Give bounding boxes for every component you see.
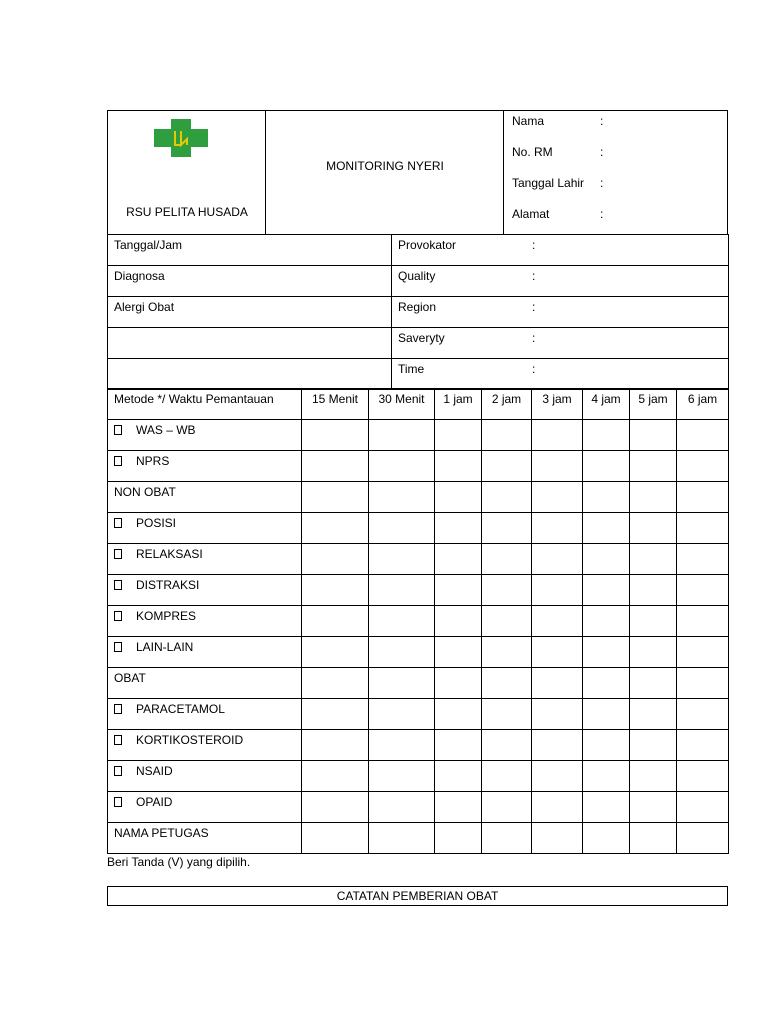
checkbox-icon[interactable] xyxy=(114,580,122,590)
monitoring-entry-cell[interactable] xyxy=(302,699,369,730)
time-column-header: 4 jam xyxy=(583,389,630,420)
monitoring-entry-cell[interactable] xyxy=(302,730,369,761)
monitoring-entry-cell[interactable] xyxy=(630,513,677,544)
monitoring-entry-cell[interactable] xyxy=(583,730,630,761)
monitoring-entry-cell[interactable] xyxy=(630,482,677,513)
method-cell[interactable] xyxy=(108,544,302,575)
method-cell[interactable] xyxy=(108,513,302,544)
assessment-colon: : xyxy=(532,300,536,314)
monitoring-entry-cell[interactable] xyxy=(630,761,677,792)
monitoring-entry-cell[interactable] xyxy=(677,668,729,699)
info-row xyxy=(108,266,729,297)
field-colon: : xyxy=(600,114,604,128)
address-field[interactable] xyxy=(512,207,603,221)
monitoring-entry-cell[interactable] xyxy=(435,420,482,451)
info-right-cell[interactable] xyxy=(392,297,729,328)
method-cell[interactable] xyxy=(108,451,302,482)
method-cell[interactable] xyxy=(108,761,302,792)
monitoring-entry-cell[interactable] xyxy=(677,513,729,544)
monitoring-entry-cell[interactable] xyxy=(677,823,729,854)
assessment-label: Quality xyxy=(398,269,436,283)
info-left-cell[interactable]: Alergi Obat xyxy=(108,297,392,328)
pain-info-table xyxy=(107,234,729,390)
monitoring-entry-cell[interactable] xyxy=(532,792,583,823)
info-left-cell[interactable] xyxy=(108,328,392,359)
method-label: RELAKSASI xyxy=(136,547,203,561)
monitoring-entry-cell[interactable] xyxy=(583,761,630,792)
monitoring-entry-cell[interactable] xyxy=(435,544,482,575)
monitoring-entry-cell[interactable] xyxy=(630,451,677,482)
monitoring-entry-cell[interactable] xyxy=(677,575,729,606)
monitoring-entry-cell[interactable] xyxy=(369,637,435,668)
monitoring-entry-cell[interactable] xyxy=(677,730,729,761)
checkbox-icon[interactable] xyxy=(114,642,122,652)
monitoring-row xyxy=(108,575,729,606)
monitoring-entry-cell[interactable] xyxy=(302,792,369,823)
assessment-colon: : xyxy=(532,331,536,345)
monitoring-entry-cell[interactable] xyxy=(677,420,729,451)
monitoring-entry-cell[interactable] xyxy=(583,513,630,544)
assessment-label: Region xyxy=(398,300,437,314)
instruction-note: Beri Tanda (V) yang dipilih. xyxy=(107,855,251,869)
info-right-cell[interactable] xyxy=(392,359,729,390)
monitoring-entry-cell[interactable] xyxy=(583,792,630,823)
monitoring-entry-cell[interactable] xyxy=(630,420,677,451)
info-row xyxy=(108,297,729,328)
hospital-logo-icon xyxy=(154,119,208,157)
monitoring-entry-cell[interactable] xyxy=(302,637,369,668)
monitoring-entry-cell[interactable] xyxy=(630,637,677,668)
assessment-label: Provokator xyxy=(398,238,457,252)
monitoring-entry-cell[interactable] xyxy=(630,668,677,699)
monitoring-entry-cell[interactable] xyxy=(369,699,435,730)
monitoring-entry-cell[interactable] xyxy=(532,823,583,854)
monitoring-entry-cell[interactable] xyxy=(482,637,532,668)
method-cell[interactable] xyxy=(108,606,302,637)
method-cell xyxy=(108,823,302,854)
monitoring-entry-cell[interactable] xyxy=(630,575,677,606)
monitoring-entry-cell[interactable] xyxy=(435,575,482,606)
monitoring-table xyxy=(107,388,729,854)
info-row xyxy=(108,359,729,390)
monitoring-entry-cell[interactable] xyxy=(630,792,677,823)
monitoring-entry-cell[interactable] xyxy=(369,668,435,699)
monitoring-entry-cell[interactable] xyxy=(677,792,729,823)
monitoring-entry-cell[interactable] xyxy=(482,699,532,730)
monitoring-entry-cell[interactable] xyxy=(482,668,532,699)
monitoring-entry-cell[interactable] xyxy=(302,575,369,606)
monitoring-entry-cell[interactable] xyxy=(532,451,583,482)
monitoring-row xyxy=(108,513,729,544)
monitoring-entry-cell[interactable] xyxy=(302,668,369,699)
monitoring-entry-cell[interactable] xyxy=(583,637,630,668)
monitoring-row xyxy=(108,792,729,823)
monitoring-entry-cell[interactable] xyxy=(482,730,532,761)
monitoring-row xyxy=(108,668,729,699)
info-right-cell[interactable] xyxy=(392,235,729,266)
method-cell[interactable] xyxy=(108,420,302,451)
monitoring-entry-cell[interactable] xyxy=(435,699,482,730)
monitoring-entry-cell[interactable] xyxy=(435,823,482,854)
monitoring-entry-cell[interactable] xyxy=(435,761,482,792)
medical-record-field[interactable] xyxy=(512,145,603,159)
monitoring-row xyxy=(108,544,729,575)
monitoring-row xyxy=(108,699,729,730)
time-column-header: 2 jam xyxy=(482,389,532,420)
time-column-header: 6 jam xyxy=(677,389,729,420)
method-label: PARACETAMOL xyxy=(136,702,225,716)
monitoring-entry-cell[interactable] xyxy=(630,544,677,575)
method-label: LAIN-LAIN xyxy=(136,640,194,654)
monitoring-entry-cell[interactable] xyxy=(630,606,677,637)
method-label: NSAID xyxy=(136,764,173,778)
assessment-colon: : xyxy=(532,269,536,283)
monitoring-entry-cell[interactable] xyxy=(532,575,583,606)
title-cell xyxy=(266,111,504,234)
monitoring-entry-cell[interactable] xyxy=(677,451,729,482)
monitoring-entry-cell[interactable] xyxy=(482,513,532,544)
monitoring-entry-cell[interactable] xyxy=(677,606,729,637)
patient-identity-cell xyxy=(504,111,727,234)
method-label: NON OBAT xyxy=(114,485,176,499)
assessment-label: Time xyxy=(398,362,425,376)
monitoring-row xyxy=(108,420,729,451)
method-label: KORTIKOSTEROID xyxy=(136,733,244,747)
monitoring-entry-cell[interactable] xyxy=(532,699,583,730)
monitoring-entry-cell[interactable] xyxy=(532,513,583,544)
monitoring-entry-cell[interactable] xyxy=(369,482,435,513)
time-column-header: 3 jam xyxy=(532,389,583,420)
monitoring-entry-cell[interactable] xyxy=(532,668,583,699)
monitoring-entry-cell[interactable] xyxy=(630,823,677,854)
monitoring-entry-cell[interactable] xyxy=(435,513,482,544)
monitoring-entry-cell[interactable] xyxy=(583,575,630,606)
assessment-colon: : xyxy=(532,238,536,252)
assessment-label: Saveryty xyxy=(398,331,445,345)
monitoring-entry-cell[interactable] xyxy=(583,482,630,513)
monitoring-entry-cell[interactable] xyxy=(369,575,435,606)
monitoring-header-row xyxy=(108,389,729,420)
checkbox-icon[interactable] xyxy=(114,766,122,776)
monitoring-entry-cell[interactable] xyxy=(369,451,435,482)
monitoring-entry-cell[interactable] xyxy=(302,420,369,451)
monitoring-entry-cell[interactable] xyxy=(302,544,369,575)
method-cell[interactable] xyxy=(108,699,302,730)
hospital-cell xyxy=(108,111,266,234)
info-row xyxy=(108,235,729,266)
method-label: NAMA PETUGAS xyxy=(114,826,209,840)
method-label: KOMPRES xyxy=(136,609,197,623)
time-column-header: 5 jam xyxy=(630,389,677,420)
birth-date-field[interactable] xyxy=(512,176,603,190)
monitoring-entry-cell[interactable] xyxy=(482,823,532,854)
monitoring-entry-cell[interactable] xyxy=(482,451,532,482)
monitoring-row xyxy=(108,637,729,668)
field-colon: : xyxy=(600,207,604,221)
method-cell xyxy=(108,668,302,699)
info-left-cell[interactable]: Tanggal/Jam xyxy=(108,235,392,266)
checkbox-icon[interactable] xyxy=(114,735,122,745)
checkbox-icon[interactable] xyxy=(114,456,122,466)
monitoring-entry-cell[interactable] xyxy=(302,761,369,792)
method-label: NPRS xyxy=(136,454,170,468)
monitoring-entry-cell[interactable] xyxy=(583,606,630,637)
monitoring-row xyxy=(108,823,729,854)
monitoring-entry-cell[interactable] xyxy=(532,606,583,637)
monitoring-entry-cell[interactable] xyxy=(435,451,482,482)
monitoring-entry-cell[interactable] xyxy=(630,699,677,730)
checkbox-icon[interactable] xyxy=(114,611,122,621)
monitoring-entry-cell[interactable] xyxy=(435,792,482,823)
monitoring-entry-cell[interactable] xyxy=(583,451,630,482)
checkbox-icon[interactable] xyxy=(114,549,122,559)
monitoring-row xyxy=(108,730,729,761)
monitoring-entry-cell[interactable] xyxy=(583,699,630,730)
field-colon: : xyxy=(600,145,604,159)
monitoring-entry-cell[interactable] xyxy=(302,451,369,482)
hospital-name: RSU PELITA HUSADA xyxy=(126,205,248,219)
monitoring-entry-cell[interactable] xyxy=(583,544,630,575)
monitoring-entry-cell[interactable] xyxy=(302,823,369,854)
patient-name-field[interactable] xyxy=(512,114,603,128)
monitoring-entry-cell[interactable] xyxy=(482,482,532,513)
monitoring-row xyxy=(108,451,729,482)
monitoring-entry-cell[interactable] xyxy=(302,606,369,637)
monitoring-entry-cell[interactable] xyxy=(677,699,729,730)
monitoring-entry-cell[interactable] xyxy=(677,637,729,668)
field-colon: : xyxy=(600,176,604,190)
time-column-header: 30 Menit xyxy=(369,389,435,420)
monitoring-entry-cell[interactable] xyxy=(369,730,435,761)
monitoring-entry-cell[interactable] xyxy=(435,637,482,668)
monitoring-entry-cell[interactable] xyxy=(532,420,583,451)
monitoring-entry-cell[interactable] xyxy=(369,420,435,451)
monitoring-row xyxy=(108,606,729,637)
field-label: Tanggal Lahir xyxy=(512,176,585,190)
monitoring-entry-cell[interactable] xyxy=(482,761,532,792)
method-header: Metode */ Waktu Pemantauan xyxy=(108,389,302,420)
method-cell[interactable] xyxy=(108,792,302,823)
info-row xyxy=(108,328,729,359)
method-label: OBAT xyxy=(114,671,146,685)
monitoring-entry-cell[interactable] xyxy=(583,668,630,699)
info-left-cell[interactable]: Diagnosa xyxy=(108,266,392,297)
field-label: Alamat xyxy=(512,207,550,221)
monitoring-entry-cell[interactable] xyxy=(302,513,369,544)
monitoring-entry-cell[interactable] xyxy=(435,482,482,513)
monitoring-entry-cell[interactable] xyxy=(369,606,435,637)
monitoring-entry-cell[interactable] xyxy=(482,606,532,637)
field-label: Nama xyxy=(512,114,545,128)
info-right-cell[interactable] xyxy=(392,328,729,359)
monitoring-entry-cell[interactable] xyxy=(583,420,630,451)
method-label: POSISI xyxy=(136,516,177,530)
monitoring-entry-cell[interactable] xyxy=(302,482,369,513)
method-cell[interactable] xyxy=(108,730,302,761)
monitoring-entry-cell[interactable] xyxy=(482,544,532,575)
method-label: OPAID xyxy=(136,795,173,809)
monitoring-entry-cell[interactable] xyxy=(369,792,435,823)
medication-notes-header: CATATAN PEMBERIAN OBAT xyxy=(107,886,728,906)
monitoring-entry-cell[interactable] xyxy=(677,544,729,575)
info-left-cell[interactable] xyxy=(108,359,392,390)
checkbox-icon[interactable] xyxy=(114,797,122,807)
monitoring-entry-cell[interactable] xyxy=(435,730,482,761)
method-cell[interactable] xyxy=(108,575,302,606)
monitoring-entry-cell[interactable] xyxy=(369,544,435,575)
checkbox-icon[interactable] xyxy=(114,425,122,435)
checkbox-icon[interactable] xyxy=(114,518,122,528)
method-cell[interactable] xyxy=(108,637,302,668)
monitoring-entry-cell[interactable] xyxy=(482,420,532,451)
monitoring-entry-cell[interactable] xyxy=(677,482,729,513)
monitoring-entry-cell[interactable] xyxy=(435,668,482,699)
monitoring-entry-cell[interactable] xyxy=(369,823,435,854)
monitoring-entry-cell[interactable] xyxy=(677,761,729,792)
monitoring-entry-cell[interactable] xyxy=(369,761,435,792)
method-cell xyxy=(108,482,302,513)
field-label: No. RM xyxy=(512,145,553,159)
monitoring-entry-cell[interactable] xyxy=(583,823,630,854)
monitoring-row xyxy=(108,482,729,513)
monitoring-entry-cell[interactable] xyxy=(369,513,435,544)
monitoring-row xyxy=(108,761,729,792)
monitoring-entry-cell[interactable] xyxy=(532,637,583,668)
monitoring-entry-cell[interactable] xyxy=(435,606,482,637)
info-right-cell[interactable] xyxy=(392,266,729,297)
monitoring-entry-cell[interactable] xyxy=(630,730,677,761)
method-label: WAS – WB xyxy=(136,423,196,437)
monitoring-entry-cell[interactable] xyxy=(532,730,583,761)
form-header xyxy=(107,110,728,235)
time-column-header: 1 jam xyxy=(435,389,482,420)
monitoring-entry-cell[interactable] xyxy=(532,482,583,513)
checkbox-icon[interactable] xyxy=(114,704,122,714)
time-column-header: 15 Menit xyxy=(302,389,369,420)
monitoring-entry-cell[interactable] xyxy=(532,761,583,792)
monitoring-entry-cell[interactable] xyxy=(482,575,532,606)
assessment-colon: : xyxy=(532,362,536,376)
monitoring-entry-cell[interactable] xyxy=(532,544,583,575)
method-label: DISTRAKSI xyxy=(136,578,200,592)
form-title: MONITORING NYERI xyxy=(326,159,444,173)
monitoring-entry-cell[interactable] xyxy=(482,792,532,823)
